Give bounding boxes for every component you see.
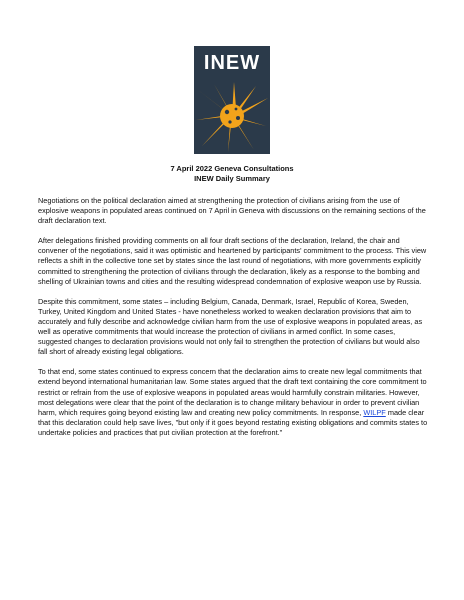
heading-title-line: INEW Daily Summary [194,174,270,183]
paragraph-4 [38,367,430,438]
wilpf-link[interactable]: WILPF [363,407,386,417]
inew-logo [194,46,270,154]
logo-text: INEW [203,52,261,74]
paragraph-3: Despite this commitment, some states – including Belgium, Canada, Denmark, Israel, Republic of Korea, Sweden, Turkey, United Kingdom and United States - have nonetheless worked to weaken declaration provisions that aim to accurately and fully describe and acknowledge civilian harm from the use of explosive weapons in populated areas, as well as operative commitments that would increase the protection of civilians in armed conflict. In some cases, suggested changes to declaration provisions would not only fail to strengthen the protection of civilians but would also fall short of already existing legal obligations. [38,296,423,357]
paragraph-1: Negotiations on the political declaration aimed at strengthening the protection of civilians arising from the use of explosive weapons in populated areas continued on 7 April in Geneva with discussions on the remaining sections of the draft declaration text. [38,196,426,226]
paragraph-4-text-after: made clear that this declaration could help save lives, "but only if it goes beyond restating existing obligations and commits states to undertake policies and practices that put civilian protection at the forefront." [38,407,428,437]
document-body [38,196,430,448]
paragraph-2: After delegations finished providing comments on all four draft sections of the declaration, Ireland, the chair and convener of the negotiations, said it was optimistic and heartened by participants' commitment to the process. This view reflects a shift in the collective tone set by states since the last round of negotiations, with more governments explicitly committed to strengthening the protection of civilians through the declaration, likely as a response to the bombing and shelling of Ukrainian towns and cities and the resulting widespread condemnation of explosive weapon use by Russia. [38,236,427,286]
heading-date-line: 7 April 2022 Geneva Consultations [170,164,294,173]
document-heading [0,164,464,184]
paragraph-4-text-before: To that end, some states continued to express concern that the declaration aims to create new legal commitments that extend beyond international humanitarian law. Some states argued that the draft text containing the core commitment to restrict or refrain from the use of explosive weapons in populated areas would harmfully constrain militaries. However, most delegations were clear that the point of the declaration is to change military behaviour in order to prevent civilian harm, which requires going beyond existing law and creating new policy commitments. In response, [38,367,427,417]
